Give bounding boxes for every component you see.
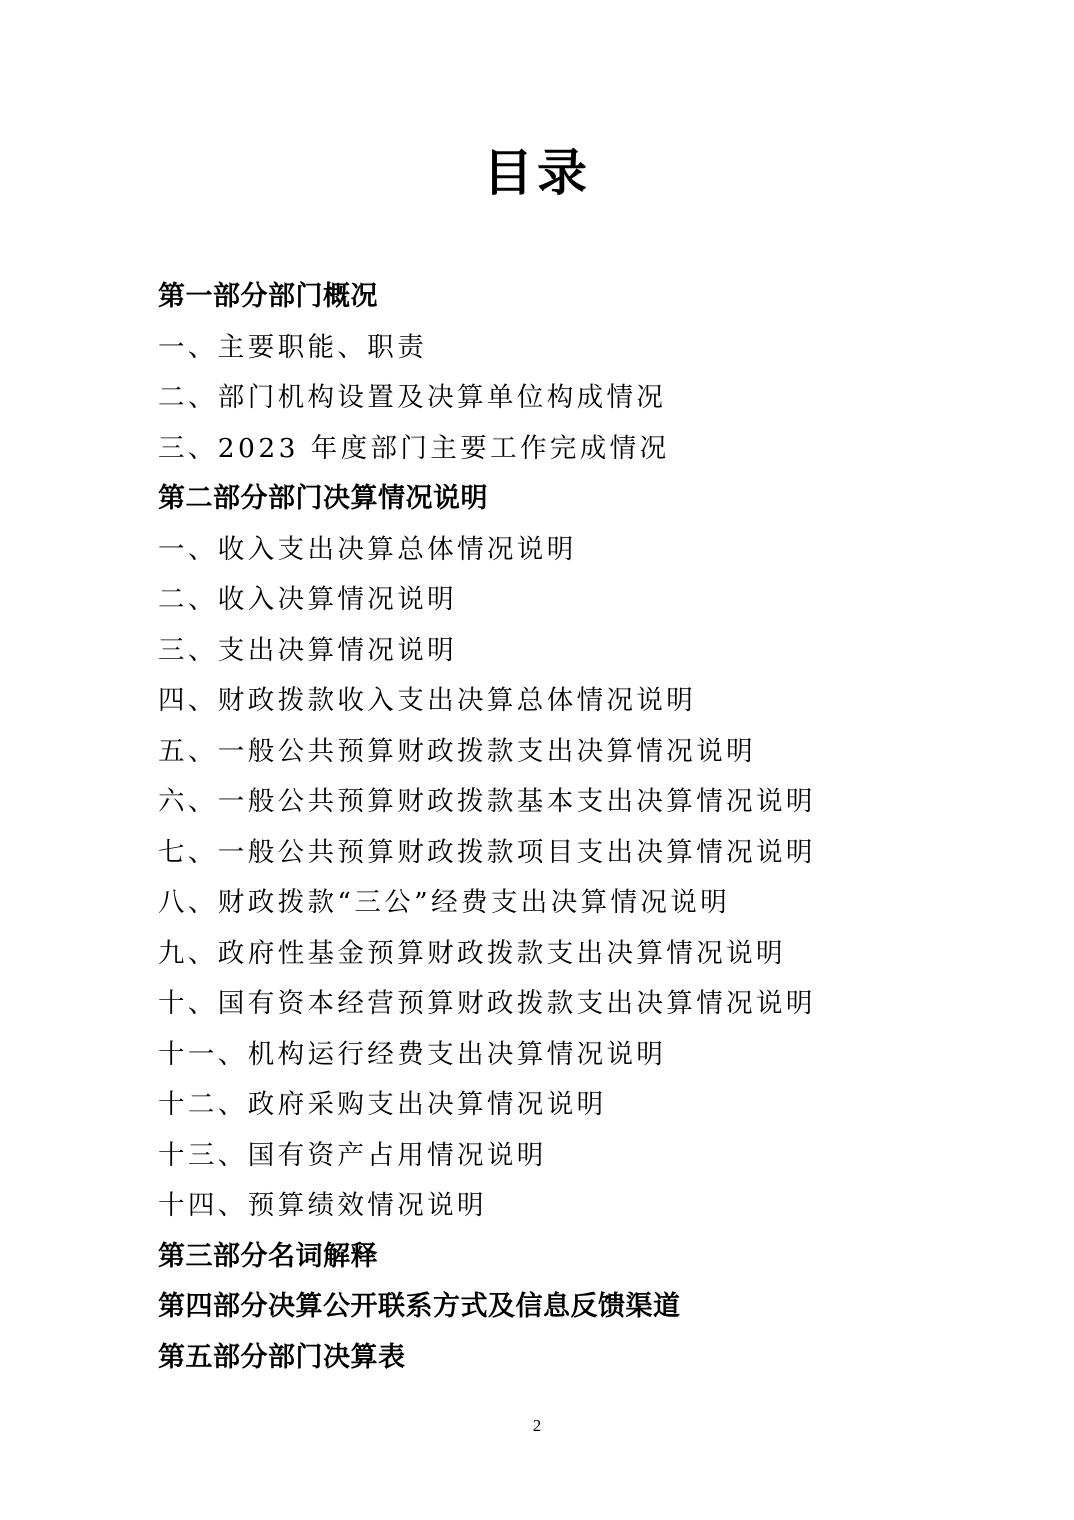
toc-entry: 十二、政府采购支出决算情况说明 <box>158 1089 607 1120</box>
page-number: 2 <box>532 1416 542 1435</box>
toc-entry: 五、一般公共预算财政拨款支出决算情况说明 <box>158 735 756 767</box>
toc-entry: 一、收入支出决算总体情况说明 <box>158 533 577 565</box>
toc-entry: 八、财政拨款“三公”经费支出决算情况说明 <box>158 887 731 918</box>
toc-entry: 十、国有资本经营预算财政拨款支出决算情况说明 <box>158 988 816 1019</box>
toc-part-heading: 第一部分部门概况 <box>158 281 378 312</box>
toc-part-heading: 第四部分决算公开联系方式及信息反馈渠道 <box>158 1291 681 1322</box>
toc-entry: 十一、机构运行经费支出决算情况说明 <box>158 1038 667 1070</box>
toc-part-heading: 第五部分部门决算表 <box>158 1341 406 1373</box>
toc-entry: 二、收入决算情况说明 <box>158 584 457 615</box>
toc-entry: 三、支出决算情况说明 <box>158 634 457 666</box>
toc-entry: 一、主要职能、职责 <box>158 331 428 363</box>
page-title: 目录 <box>483 144 591 202</box>
toc-entry: 二、部门机构设置及决算单位构成情况 <box>158 382 667 413</box>
toc-entry: 六、一般公共预算财政拨款基本支出决算情况说明 <box>158 786 816 817</box>
toc-part-heading: 第三部分名词解释 <box>158 1240 378 1272</box>
toc-part-heading: 第二部分部门决算情况说明 <box>158 483 488 514</box>
toc-entry: 七、一般公共预算财政拨款项目支出决算情况说明 <box>158 836 816 868</box>
toc-entry: 十四、预算绩效情况说明 <box>158 1190 487 1221</box>
toc-entry: 四、财政拨款收入支出决算总体情况说明 <box>158 685 697 716</box>
toc-entry: 三、2023 年度部门主要工作完成情况 <box>158 432 670 464</box>
table-of-contents <box>158 272 1018 1383</box>
toc-entry: 十三、国有资产占用情况说明 <box>158 1139 547 1171</box>
toc-entry: 九、政府性基金预算财政拨款支出决算情况说明 <box>158 937 786 969</box>
